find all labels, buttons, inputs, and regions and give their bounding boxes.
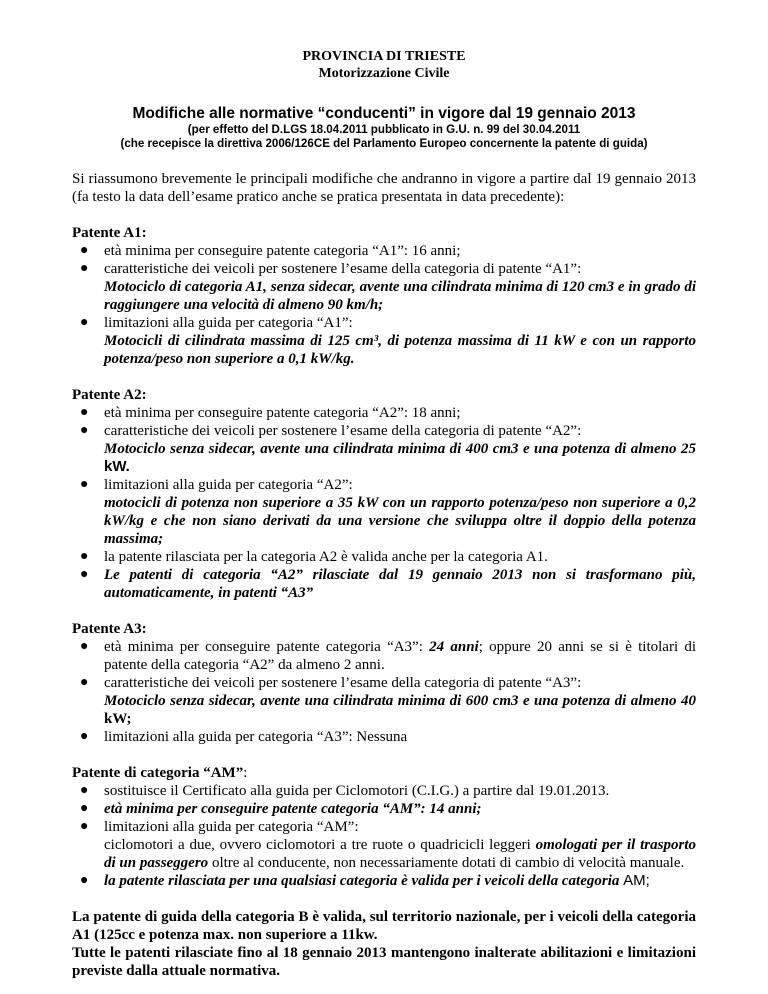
footer-paragraph-1: La patente di guida della categoria B è valida, sul territorio nazionale, per i veicoli della categoria A1 (125cc e potenza max. non superiore a 11kw. [72,909,696,943]
section-a2-title: Patente A2: [72,387,147,403]
bullet-icon: ● [80,243,89,258]
driving-limitation: ciclomotori a due, ovvero ciclomotori a tre ruote o quadricicli leggeri omologati per il trasporto di un passeggero oltre al conducente, non necessariamente dotati di cambio di velocità manuale. [104,837,696,871]
list-item: ● caratteristiche dei veicoli per sostenere l’esame della categoria di patente “A1”: Motociclo di categoria A1, senza sidecar, avente una cilindrata minima di 120 cm3 e in grado di raggiungere una velocità di almeno 90 km/h; [80,261,696,313]
list-item: ● caratteristiche dei veicoli per sostenere l’esame della categoria di patente “A3”: Motociclo senza sidecar, avente una cilindrata minima di 600 cm3 e una potenza di almeno 40 kW; [80,675,696,727]
list-item: ● caratteristiche dei veicoli per sostenere l’esame della categoria di patente “A2”: Motociclo senza sidecar, avente una cilindrata minima di 400 cm3 e una potenza di almeno 25 kW. [80,423,696,475]
section-a1-title: Patente A1: [72,225,147,241]
subtitle-line-2: (che recepisce la direttiva 2006/126CE del Parlamento Europeo concernente la patente di guida) [120,137,648,150]
bullet-icon: ● [80,567,89,582]
list-item: ● limitazioni alla guida per categoria “A1”: Motocicli di cilindrata massima di 125 cm³, di potenza massima di 11 kW e con un rapporto potenza/peso non superiore a 0,1 kW/kg. [80,315,696,367]
section-a2 [72,386,696,602]
driving-limitation: Motocicli di cilindrata massima di 125 cm³, di potenza massima di 11 kW e con un rapporto potenza/peso non superiore a 0,1 kW/kg. [104,333,696,367]
section-a3-list [72,638,696,746]
vehicle-requirement: Motociclo di categoria A1, senza sidecar, avente una cilindrata minima di 120 cm3 e in grado di raggiungere una velocità di almeno 90 km/h; [104,279,696,313]
bullet-icon: ● [80,639,89,654]
footer-paragraph-2: Tutte le patenti rilasciate fino al 18 gennaio 2013 mantengono inalterate abilitazioni e limitazioni previste dalla attuale normativa. [72,945,696,979]
list-item: ● limitazioni alla guida per categoria “AM”: ciclomotori a due, ovvero ciclomotori a tre ruote o quadricicli leggeri omologati per il trasporto di un passeggero oltre al conducente, non necessariamente dotati di cambio di velocità manuale. [80,819,696,871]
list-item: ● età minima per conseguire patente categoria “A2”: 18 anni; [80,405,461,421]
section-a1 [72,224,696,368]
list-item: ● sostituisce il Certificato alla guida per Ciclomotori (C.I.G.) a partire dal 19.01.2013. [80,783,610,799]
section-am [72,764,696,890]
bullet-icon: ● [80,675,89,690]
list-item: ● età minima per conseguire patente categoria “AM”: 14 anni; [80,801,482,817]
section-am-list [72,782,696,890]
section-am-title: Patente di categoria “AM”: [72,765,248,781]
subtitle-line-1: (per effetto del D.LGS 18.04.2011 pubblicato in G.U. n. 99 del 30.04.2011 [187,123,581,136]
bullet-icon: ● [80,423,89,438]
bullet-icon: ● [80,549,89,564]
list-item: ● Le patenti di categoria “A2” rilasciate dal 19 gennaio 2013 non si trasformano più, automaticamente, in patenti “A3” [80,567,696,601]
section-a2-list [72,404,696,602]
vehicle-requirement: Motociclo senza sidecar, avente una cilindrata minima di 600 cm3 e una potenza di almeno 40 kW; [104,693,696,727]
list-item: ● limitazioni alla guida per categoria “A2”: motocicli di potenza non superiore a 35 kW con un rapporto potenza/peso non superiore a 0,2 kW/kg e che non siano derivati da una versione che sviluppa oltre il doppio della potenza massima; [80,477,696,547]
bullet-icon: ● [80,819,89,834]
section-a1-list [72,242,696,368]
driving-limitation: motocicli di potenza non superiore a 35 kW con un rapporto potenza/peso non superiore a 0,2 kW/kg e che non siano derivati da una versione che sviluppa oltre il doppio della potenza massima; [104,495,696,547]
footer-note [72,908,696,980]
list-item: ● età minima per conseguire patente categoria “A3”: 24 anni; oppure 20 anni se si è titolari di patente della categoria “A2” da almeno 2 anni. [80,639,696,673]
bullet-icon: ● [80,477,89,492]
bullet-icon: ● [80,801,89,816]
list-item: ● limitazioni alla guida per categoria “A3”: Nessuna [80,729,408,745]
org-name: PROVINCIA DI TRIESTE [302,49,466,64]
bullet-icon: ● [80,405,89,420]
bullet-icon: ● [80,783,89,798]
bullet-icon: ● [80,729,89,744]
list-item: ● la patente rilasciata per una qualsiasi categoria è valida per i veicoli della categoria AM; [80,872,650,889]
intro-paragraph: Si riassumono brevemente le principali modifiche che andranno in vigore a partire dal 19 gennaio 2013 (fa testo la data dell’esame pratico anche se pratica presentata in data precedente): [72,171,696,205]
section-a3 [72,620,696,746]
list-item: ● età minima per conseguire patente categoria “A1”: 16 anni; [80,243,461,259]
document-title: Modifiche alle normative “conducenti” in vigore dal 19 gennaio 2013 [132,105,636,122]
section-a3-title: Patente A3: [72,621,147,637]
vehicle-requirement: Motociclo senza sidecar, avente una cilindrata minima di 400 cm3 e una potenza di almeno 25 kW. [104,441,696,475]
list-item: ● la patente rilasciata per la categoria A2 è valida anche per la categoria A1. [80,549,548,565]
bullet-icon: ● [80,315,89,330]
bullet-icon: ● [80,873,89,888]
dept-name: Motorizzazione Civile [318,66,450,81]
bullet-icon: ● [80,261,89,276]
